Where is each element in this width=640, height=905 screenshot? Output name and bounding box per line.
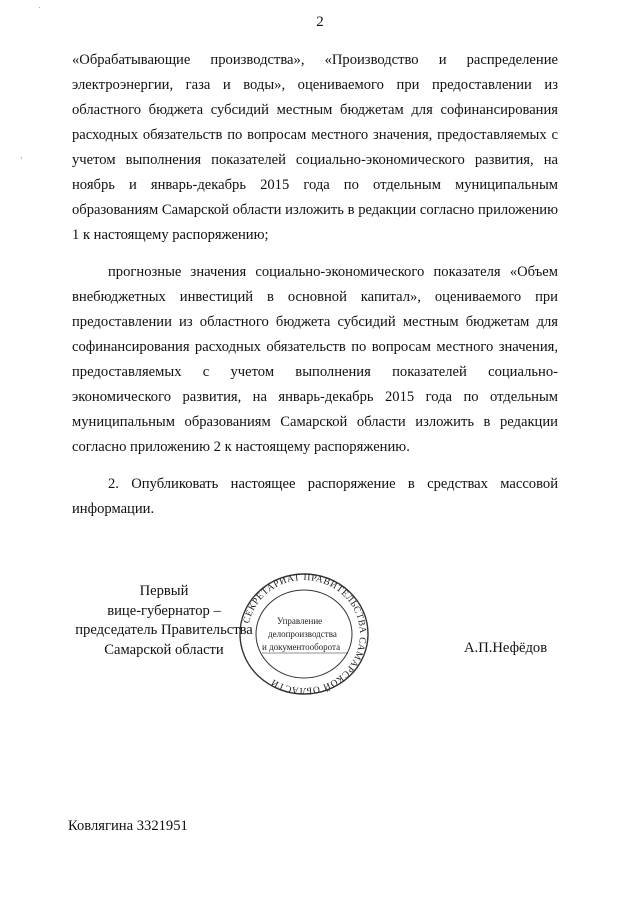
stamp-line: делопроизводства: [268, 629, 337, 639]
paragraph: прогнозные значения социально-экономического показателя «Объем внебюджетных инвестиций в основной капитал», оцениваемого при предоставлении из областного бюджета субсидий местным бюджетам для софинансирования расходных обязательств по вопросам местного значения, предоставляемых с учетом выполнения показателей социально-экономического развития, на январь-декабрь 2015 года по отдельным муниципальным образованиям Самарской области изложить в редакции согласно приложению 2 к настоящему распоряжению.: [72, 264, 558, 455]
stamp-line: Управление: [277, 616, 323, 626]
official-stamp: [236, 572, 372, 696]
signer-title-line: вице-губернатор –: [107, 602, 221, 619]
scan-mark: ,: [20, 150, 23, 160]
paragraph: 2. Опубликовать настоящее распоряжение в средствах массовой информации.: [72, 476, 558, 517]
stamp-ring-text: СЕКРЕТАРИАТ ПРАВИТЕЛЬСТВА САМАРСКОЙ ОБЛАСТИ: [242, 572, 368, 696]
page-number: 2: [316, 14, 324, 30]
scan-mark: ·: [38, 2, 41, 12]
paragraph: «Обрабатывающие производства», «Производство и распределение электроэнергии, газа и воды», оцениваемого при предоставлении из областного бюджета субсидий местным бюджетам для софинансирования расходных обязательств по вопросам местного значения, предоставляемых с учетом выполнения показателей социально-экономического развития, на ноябрь и январь-декабрь 2015 года по отдельным муниципальным образованиям Самарской области изложить в редакции согласно приложению 1 к настоящему распоряжению;: [72, 52, 558, 243]
signer-title-line: председатель Правительства: [75, 622, 253, 638]
stamp-line: и документооборота: [262, 642, 341, 652]
signer-title-line: Самарской области: [104, 641, 224, 658]
executor-contact: Ковлягина 3321951: [68, 818, 188, 834]
signer-title-line: Первый: [139, 583, 189, 599]
document-body: [72, 48, 558, 522]
signer-name: А.П.Нефёдов: [464, 640, 548, 656]
